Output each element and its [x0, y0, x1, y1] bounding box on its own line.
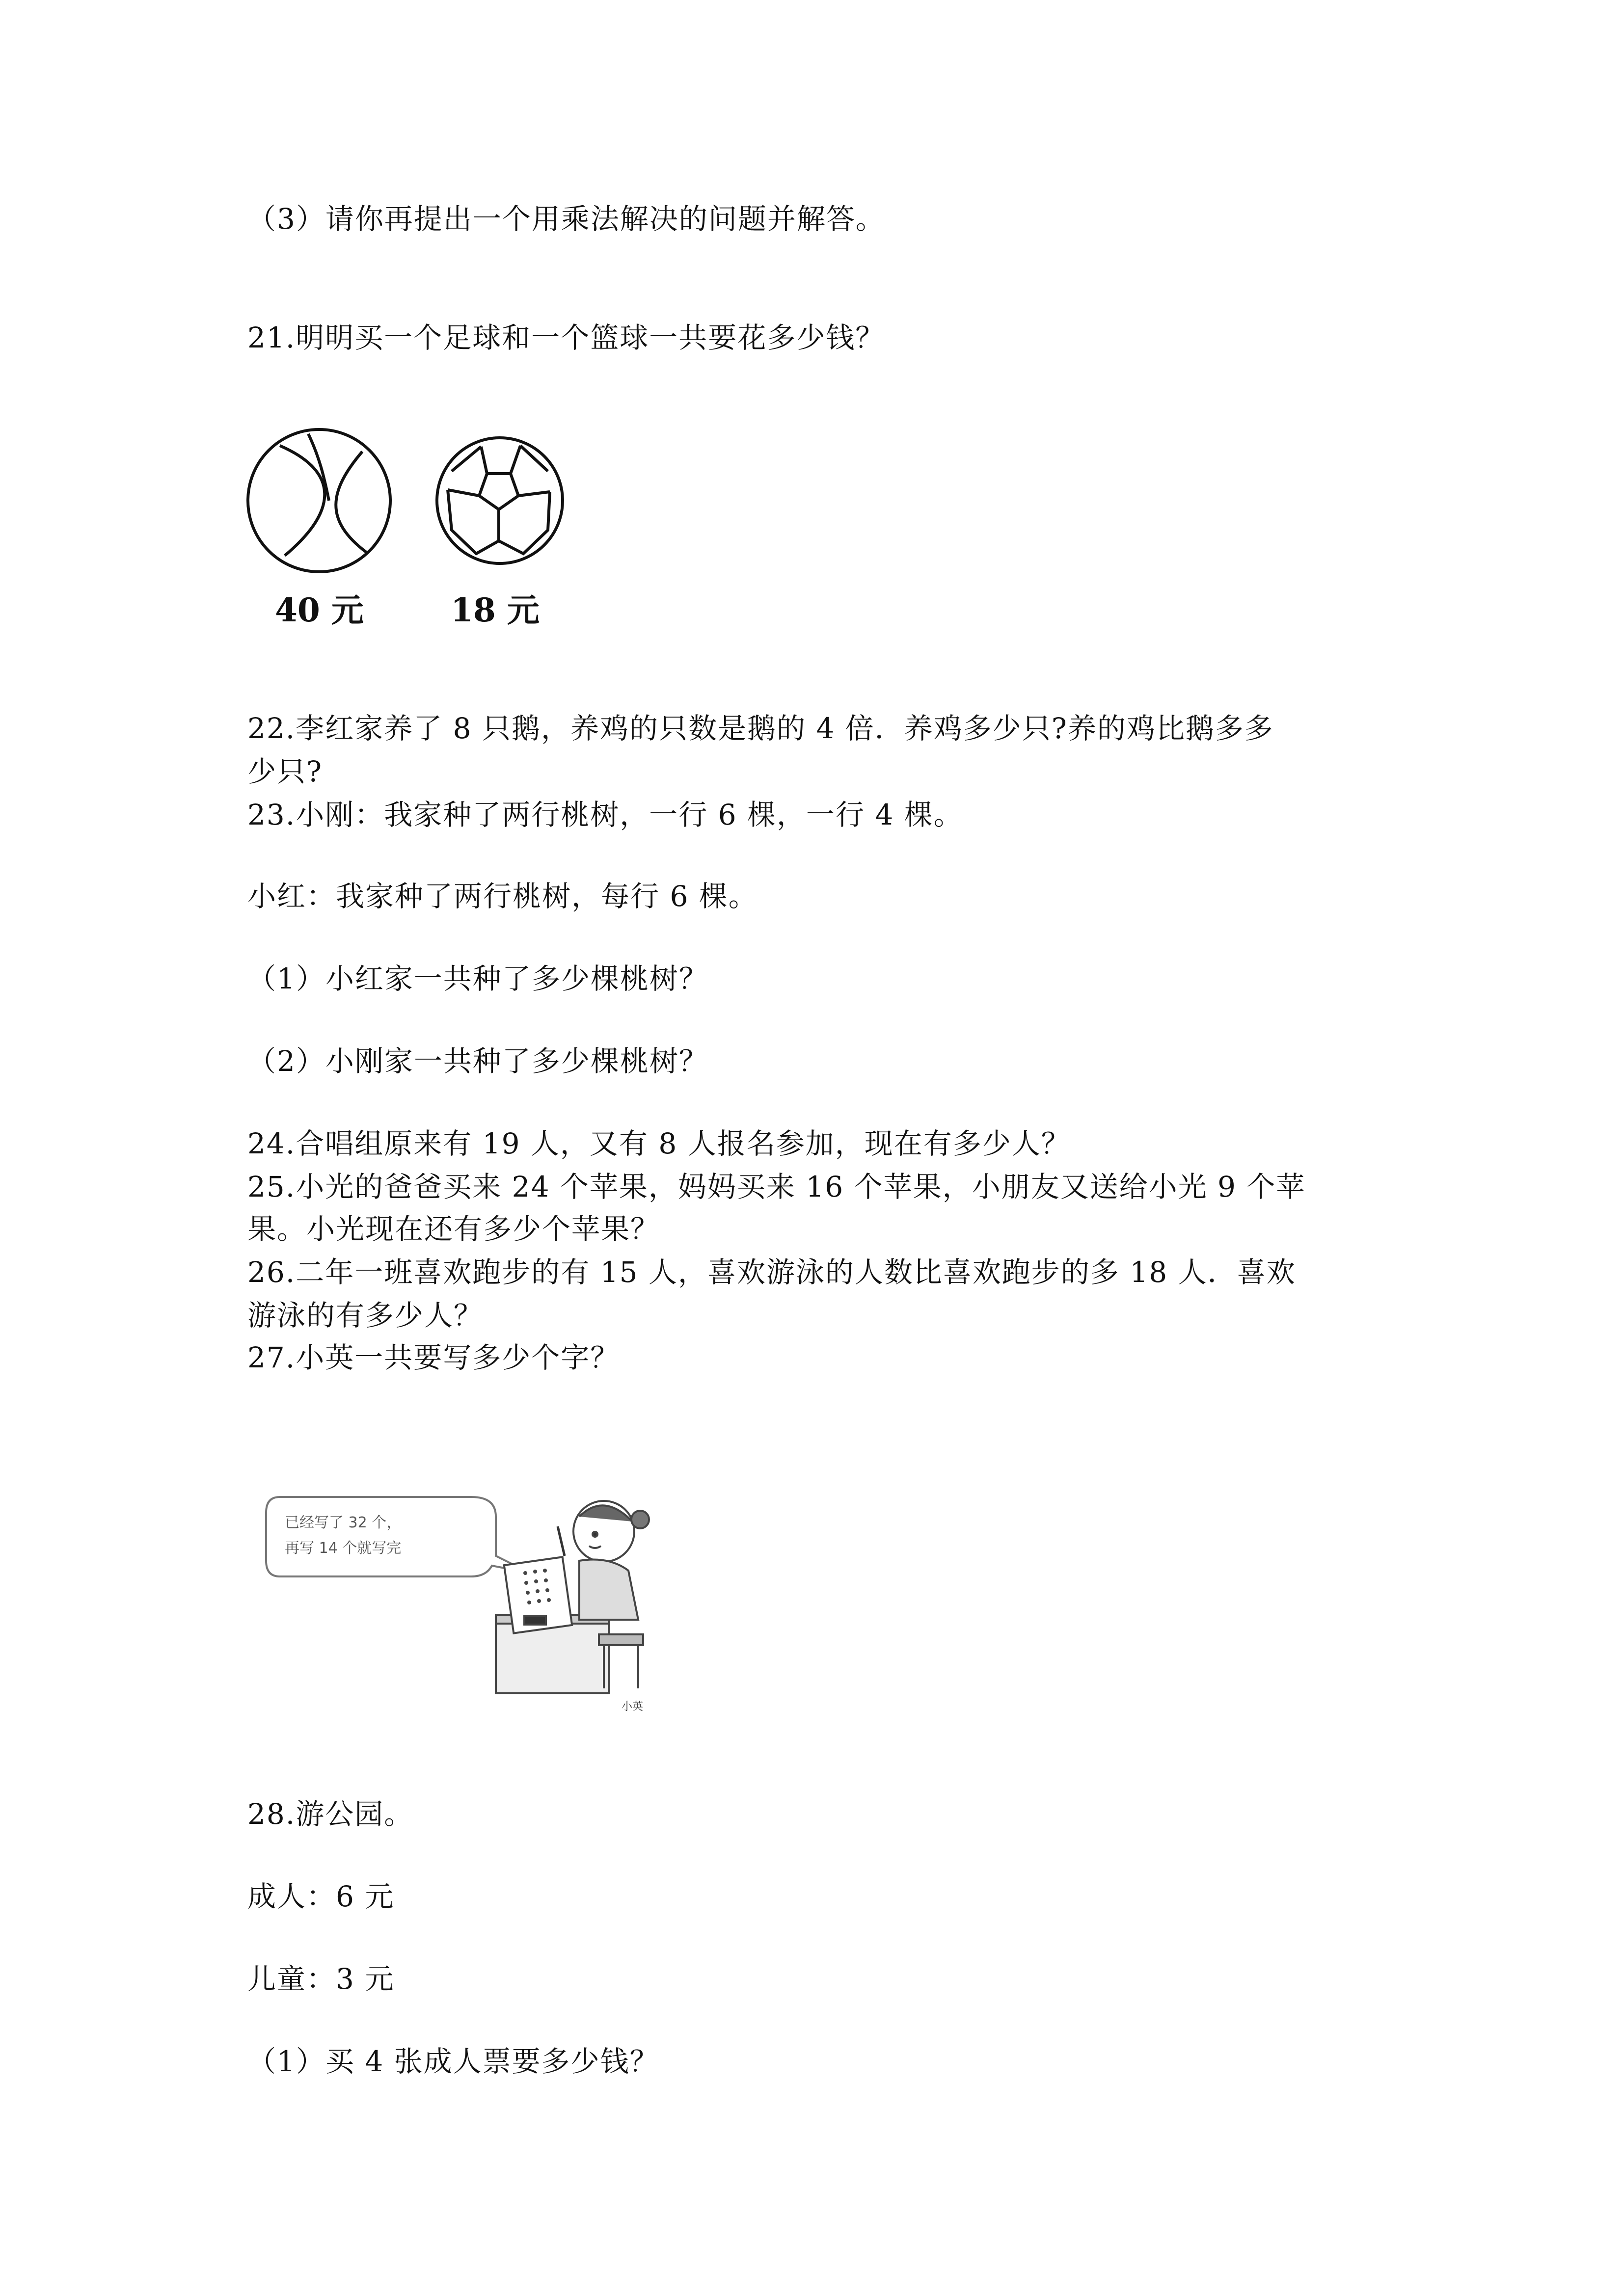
question-23-part-1: （1）小红家一共种了多少棵桃树？	[247, 962, 708, 995]
balls-figure	[245, 427, 579, 633]
question-28: 28.游公园。	[247, 1797, 414, 1831]
basketball-price: 40 元	[275, 591, 364, 629]
question-20-part-3: （3）请你再提出一个用乘法解决的问题并解答。	[247, 202, 885, 236]
question-25-line-2: 果。小光现在还有多少个苹果？	[247, 1212, 660, 1246]
girl-name-label: 小英	[622, 1701, 644, 1713]
question-23-xiaohong: 小红：我家种了两行桃树，每行 6 棵。	[247, 880, 758, 913]
question-26-line-2: 游泳的有多少人？	[247, 1299, 484, 1332]
football-price: 18 元	[451, 591, 540, 629]
question-27: 27.小英一共要写多少个字？	[247, 1341, 620, 1374]
bubble-line-2: 再写 14 个就写完	[285, 1540, 402, 1557]
balls-drawing	[245, 427, 579, 584]
question-22-line-1: 22.李红家养了 8 只鹅，养鸡的只数是鹅的 4 倍．养鸡多少只?养的鸡比鹅多多	[247, 712, 1274, 745]
question-28-adult-price: 成人：6 元	[247, 1880, 395, 1913]
basketball-icon	[248, 429, 390, 572]
question-28-part-1: （1）买 4 张成人票要多少钱？	[247, 2045, 659, 2078]
question-24: 24.合唱组原来有 19 人，又有 8 人报名参加，现在有多少人？	[247, 1127, 1071, 1160]
question-25-line-1: 25.小光的爸爸买来 24 个苹果，妈妈买来 16 个苹果，小朋友又送给小光 9 个苹	[247, 1170, 1306, 1203]
football-icon	[437, 438, 563, 563]
question-21: 21.明明买一个足球和一个篮球一共要花多少钱？	[247, 321, 885, 354]
question-28-child-price: 儿童：3 元	[247, 1962, 395, 1996]
question-23-part-2: （2）小刚家一共种了多少棵桃树？	[247, 1044, 708, 1078]
question-26-line-1: 26.二年一班喜欢跑步的有 15 人，喜欢游泳的人数比喜欢跑步的多 18 人．喜欢	[247, 1255, 1296, 1289]
girl-writing-icon	[496, 1501, 649, 1693]
writing-girl-figure	[265, 1492, 687, 1718]
question-22-line-2: 少只?	[247, 755, 323, 788]
speech-bubble-icon	[266, 1497, 530, 1576]
bubble-line-1: 已经写了 32 个，	[285, 1514, 402, 1531]
question-23: 23.小刚：我家种了两行桃树，一行 6 棵，一行 4 棵。	[247, 798, 963, 831]
